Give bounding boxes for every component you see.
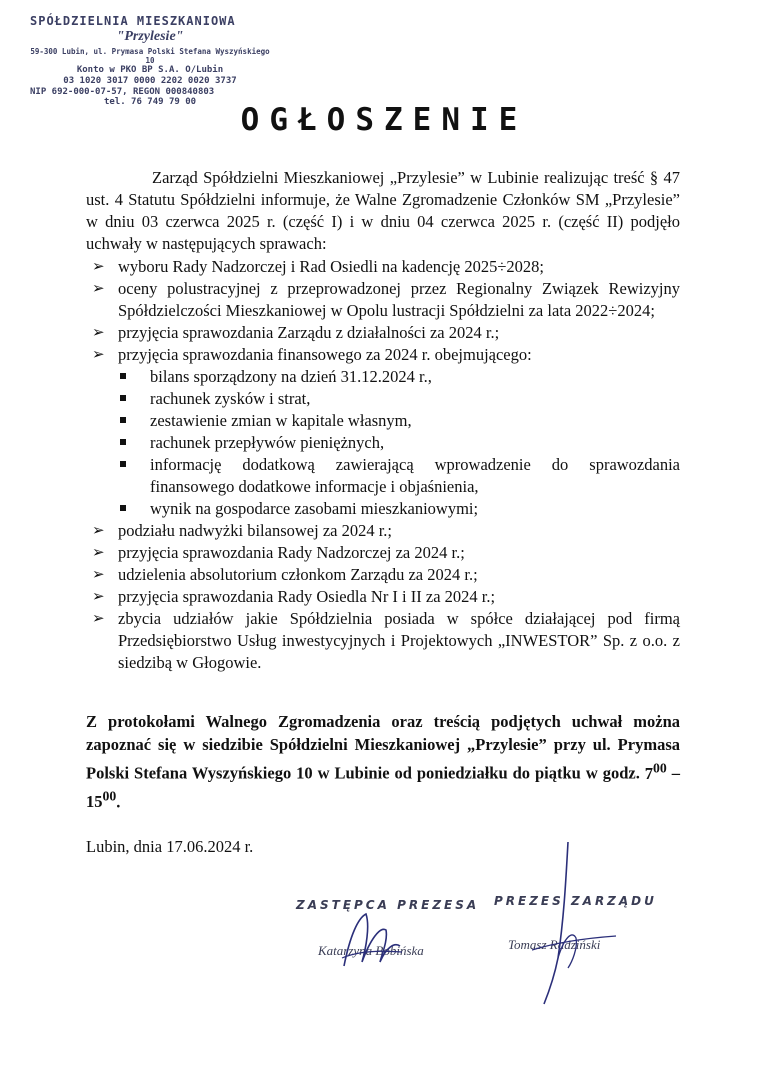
list-item — [86, 520, 680, 542]
left-signature-title: ZASTĘPCA PREZESA — [296, 898, 480, 912]
list-item-text: wyboru Rady Nadzorczej i Rad Osiedli na kadencję 2025÷2028; — [118, 257, 545, 276]
sublist-item — [118, 454, 680, 498]
right-signature-name: Tomasz Radziński — [508, 937, 601, 952]
square-bullet-icon — [120, 439, 126, 445]
arrow-bullet-icon: ➢ — [92, 567, 105, 583]
list-item — [86, 278, 680, 322]
right-signature-title: PREZES ZARZĄDU — [494, 894, 657, 908]
list-item — [86, 542, 680, 564]
arrow-bullet-icon: ➢ — [92, 545, 105, 561]
stamp-line: SPÓŁDZIELNIA MIESZKANIOWA — [30, 14, 236, 28]
sublist-item-text: informację dodatkową zawierającą wprowadzenie do sprawozdania finansowego dodatkowe informacje i objaśnienia, — [150, 455, 680, 496]
square-bullet-icon — [120, 417, 126, 423]
list-item-text: przyjęcia sprawozdania finansowego za 2024 r. obejmującego: — [118, 345, 532, 364]
company-stamp — [30, 14, 270, 108]
sublist-item — [118, 432, 680, 454]
stamp-line: NIP 692-000-07-57, REGON 000840803 — [30, 86, 215, 97]
list-item — [86, 344, 680, 520]
date-line: Lubin, dnia 17.06.2024 r. — [86, 837, 254, 856]
arrow-bullet-icon: ➢ — [92, 589, 105, 605]
closing-text: Z protokołami Walnego Zgromadzenia oraz treścią podjętych uchwał można zapoznać się w siedzibie Spółdzielni Mieszkaniowej „Przylesie” przy ul. Prymasa Polski Stefana Wyszyńskiego 10 w Lubinie od poniedziałku do piątku w godz. — [86, 712, 680, 783]
list-item-text: oceny polustracyjnej z przeprowadzonej przez Regionalny Związek Rewizyjny Spółdzielczości Mieszkaniowej w Opolu lustracji Spółdzielni za lata 2022÷2024; — [118, 279, 680, 320]
sublist-item-text: rachunek przepływów pieniężnych, — [150, 433, 385, 452]
stamp-line: 03 1020 3017 0000 2202 0020 3737 — [63, 75, 237, 86]
sublist-item-text: rachunek zysków i strat, — [150, 389, 311, 408]
square-bullet-icon — [120, 395, 126, 401]
intro-paragraph: Zarząd Spółdzielni Mieszkaniowej „Przylesie” w Lubinie realizując treść § 47 ust. 4 Statutu Spółdzielni informuje, że Walne Zgromadzenie Członków SM „Przylesie” w dniu 03 czerwca 2025 r. (część I) i w dniu 04 czerwca 2025 r. (część II) podjęło uchwały w następujących sprawach: — [86, 168, 680, 253]
list-item — [86, 322, 680, 344]
list-item — [86, 256, 680, 278]
list-item — [86, 608, 680, 674]
list-item — [86, 564, 680, 586]
stamp-line: tel. 76 749 79 00 — [103, 97, 197, 108]
square-bullet-icon — [120, 373, 126, 379]
list-item-text: zbycia udziałów jakie Spółdzielnia posiada w spółce działającej pod firmą Przedsiębiorstwo Usług inwestycyjnych i Projektowych „INWESTOR” Sp. z o.o. z siedzibą w Głogowie. — [118, 609, 680, 672]
list-item-text: przyjęcia sprawozdania Rady Osiedla Nr I i II za 2024 r.; — [118, 587, 496, 606]
sublist-item-text: zestawienie zmian w kapitale własnym, — [150, 411, 412, 430]
financial-report-sublist — [118, 366, 680, 520]
sublist-item — [118, 366, 680, 388]
arrow-bullet-icon: ➢ — [92, 281, 105, 297]
sublist-item-text: wynik na gospodarce zasobami mieszkaniowymi; — [150, 499, 479, 518]
sublist-item — [118, 410, 680, 432]
arrow-bullet-icon: ➢ — [92, 611, 105, 627]
arrow-bullet-icon: ➢ — [92, 523, 105, 539]
stamp-line: 59-300 Lubin, ul. Prymasa Polski Stefana Wyszyńskiego 10 — [30, 46, 270, 65]
left-handwritten-signature — [336, 896, 406, 976]
left-signature-name: Katarzyna Bobińska — [318, 943, 424, 958]
square-bullet-icon — [120, 505, 126, 511]
hours-to: $15^{00}$ — [86, 788, 117, 811]
stamp-line: "Przylesie" — [116, 29, 184, 45]
list-item-text: przyjęcia sprawozdania Rady Nadzorczej za 2024 r.; — [118, 543, 465, 562]
arrow-bullet-icon: ➢ — [92, 325, 105, 341]
closing-paragraph: Z protokołami Walnego Zgromadzenia oraz treścią podjętych uchwał można zapoznać się w siedzibie Spółdzielni Mieszkaniowej „Przylesie” przy ul. Prymasa Polski Stefana Wyszyńskiego 10 w Lubinie od poniedziałku do piątku w godz. $7^{00} - 15^{00}$. — [86, 712, 680, 811]
document-title: OGŁOSZENIE — [240, 102, 528, 138]
sublist-item — [118, 498, 680, 520]
list-item — [86, 586, 680, 608]
resolution-list — [86, 256, 680, 674]
list-item-text: udzielenia absolutorium członkom Zarządu za 2024 r.; — [118, 565, 478, 584]
list-item-text: podziału nadwyżki bilansowej za 2024 r.; — [118, 521, 393, 540]
arrow-bullet-icon: ➢ — [92, 259, 105, 275]
hours-from: $7^{00}$ — [644, 760, 667, 783]
list-item-text: przyjęcia sprawozdania Zarządu z działalności za 2024 r.; — [118, 323, 500, 342]
sublist-item — [118, 388, 680, 410]
square-bullet-icon — [120, 461, 126, 467]
stamp-line: Konto w PKO BP S.A. O/Lubin — [76, 65, 224, 76]
right-handwritten-signature — [528, 838, 618, 1008]
sublist-item-text: bilans sporządzony na dzień 31.12.2024 r., — [150, 367, 432, 386]
arrow-bullet-icon: ➢ — [92, 347, 105, 363]
